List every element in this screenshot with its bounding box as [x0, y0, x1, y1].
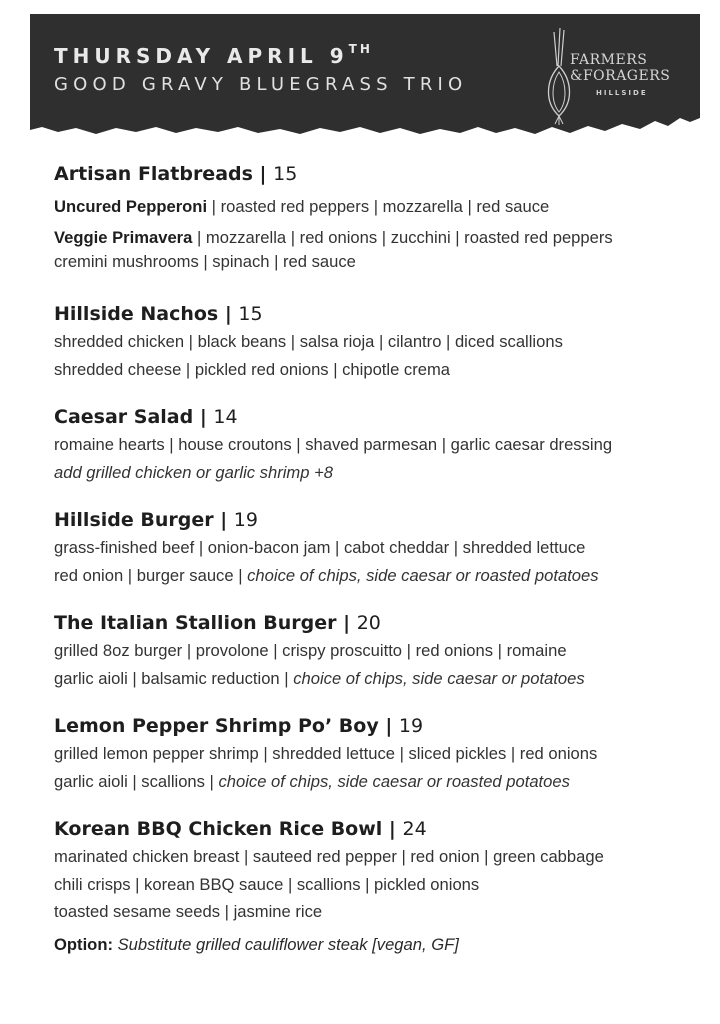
item-title: Korean BBQ Chicken Rice Bowl | 24: [54, 818, 427, 840]
item-description: chili crisps | korean BBQ sauce | scallions | pickled onions: [54, 874, 480, 894]
farmers-foragers-logo: FARMERS &FORAGERS HILLSIDE: [540, 26, 690, 126]
item-description: toasted sesame seeds | jasmine rice: [54, 902, 323, 921]
item-title: Artisan Flatbreads | 15: [54, 163, 298, 185]
sub-item: Uncured Pepperoni | roasted red peppers | mozzarella | red sauce: [54, 197, 550, 216]
menu-section-burger: [54, 506, 694, 589]
item-description: grass-finished beef | onion-bacon jam | cabot cheddar | shredded lettuce: [54, 538, 586, 557]
item-description: garlic aioli | balsamic reduction | choice of chips, side caesar or potatoes: [54, 668, 585, 688]
item-title: Hillside Burger | 19: [54, 509, 258, 531]
item-title: Caesar Salad | 14: [54, 406, 238, 428]
item-description: romaine hearts | house croutons | shaved parmesan | garlic caesar dressing: [54, 435, 613, 454]
item-addon: add grilled chicken or garlic shrimp +8: [54, 462, 333, 482]
menu-list: [54, 160, 694, 978]
menu-section-nachos: [54, 300, 694, 383]
menu-section-caesar: [54, 403, 694, 486]
menu-section-flatbreads: [54, 160, 694, 274]
item-description: shredded chicken | black beans | salsa rioja | cilantro | diced scallions: [54, 332, 563, 351]
event-date: THURSDAY APRIL 9TH: [54, 42, 373, 68]
item-option: Option: Substitute grilled cauliflower steak [vegan, GF]: [54, 934, 459, 954]
item-description: grilled lemon pepper shrimp | shredded lettuce | sliced pickles | red onions: [54, 744, 598, 763]
event-performer: GOOD GRAVY BLUEGRASS TRIO: [54, 74, 468, 95]
header-banner: [0, 0, 720, 150]
sub-item: Veggie Primavera | mozzarella | red onions | zucchini | roasted red peppers cremini mushrooms | spinach | red sauce: [54, 228, 613, 271]
item-description: red onion | burger sauce | choice of chips, side caesar or roasted potatoes: [54, 565, 599, 585]
menu-section-stallion: [54, 609, 694, 692]
item-description: garlic aioli | scallions | choice of chips, side caesar or roasted potatoes: [54, 771, 570, 791]
item-description: grilled 8oz burger | provolone | crispy proscuitto | red onions | romaine: [54, 641, 567, 660]
item-title: Lemon Pepper Shrimp Po’ Boy | 19: [54, 715, 424, 737]
item-title: The Italian Stallion Burger | 20: [54, 612, 381, 634]
item-title: Hillside Nachos | 15: [54, 303, 263, 325]
menu-section-poboy: [54, 712, 694, 795]
item-description: marinated chicken breast | sauteed red pepper | red onion | green cabbage: [54, 847, 604, 866]
menu-section-bowl: [54, 815, 694, 958]
item-description: shredded cheese | pickled red onions | chipotle crema: [54, 359, 451, 379]
